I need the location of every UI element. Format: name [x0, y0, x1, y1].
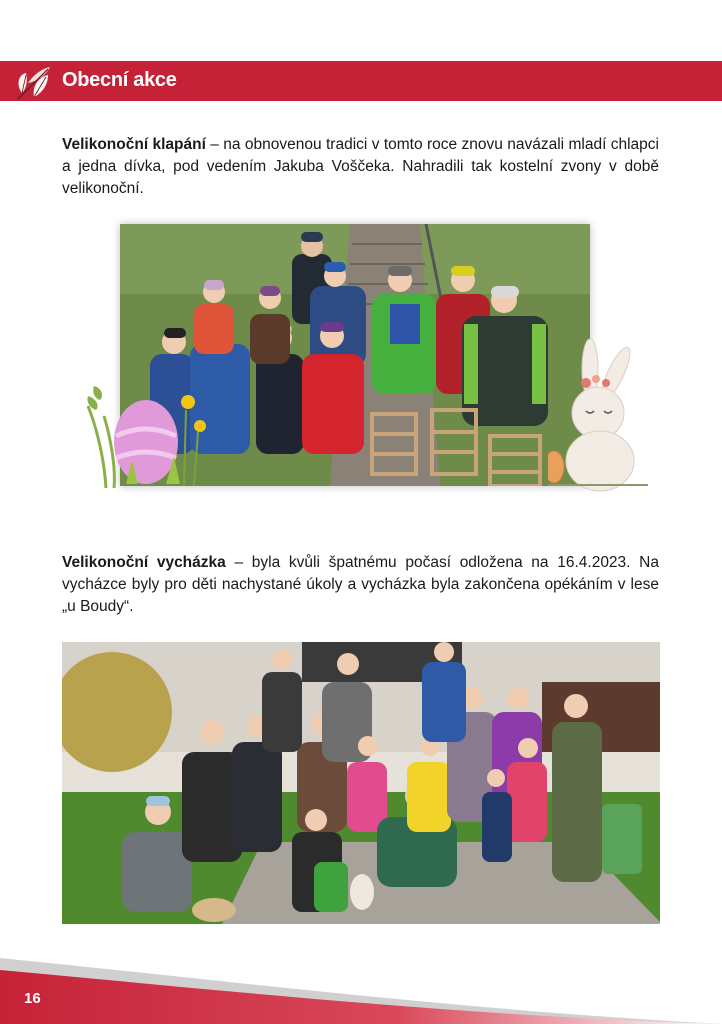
leaf-ornament-icon	[12, 63, 56, 103]
easter-egg-illustration	[86, 376, 216, 492]
vychazka-photo	[62, 642, 660, 924]
article-klapani	[62, 134, 659, 200]
section-banner	[0, 61, 722, 101]
bunny-illustration	[548, 335, 648, 493]
article-title: Velikonoční klapání	[62, 136, 206, 153]
page-number: 16	[24, 990, 41, 1007]
article-body: – na obnovenou tradici v tomto roce znovu navázali mladí chlapci a jedna dívka, pod vedením Jakuba Voščeka. Nahradili tak kostelní zvony v době velikonoční.	[62, 136, 659, 197]
section-title: Obecní akce	[62, 69, 177, 91]
article-title: Velikonoční vycházka	[62, 554, 226, 571]
article-vychazka	[62, 552, 659, 618]
article-body: – byla kvůli špatnému počasí odložena na 16.4.2023. Na vycházce byly pro děti nachystané úkoly a vycházka byla zakončena opékáním v lese „u Boudy“.	[62, 554, 659, 615]
footer-swoosh	[0, 940, 722, 1024]
